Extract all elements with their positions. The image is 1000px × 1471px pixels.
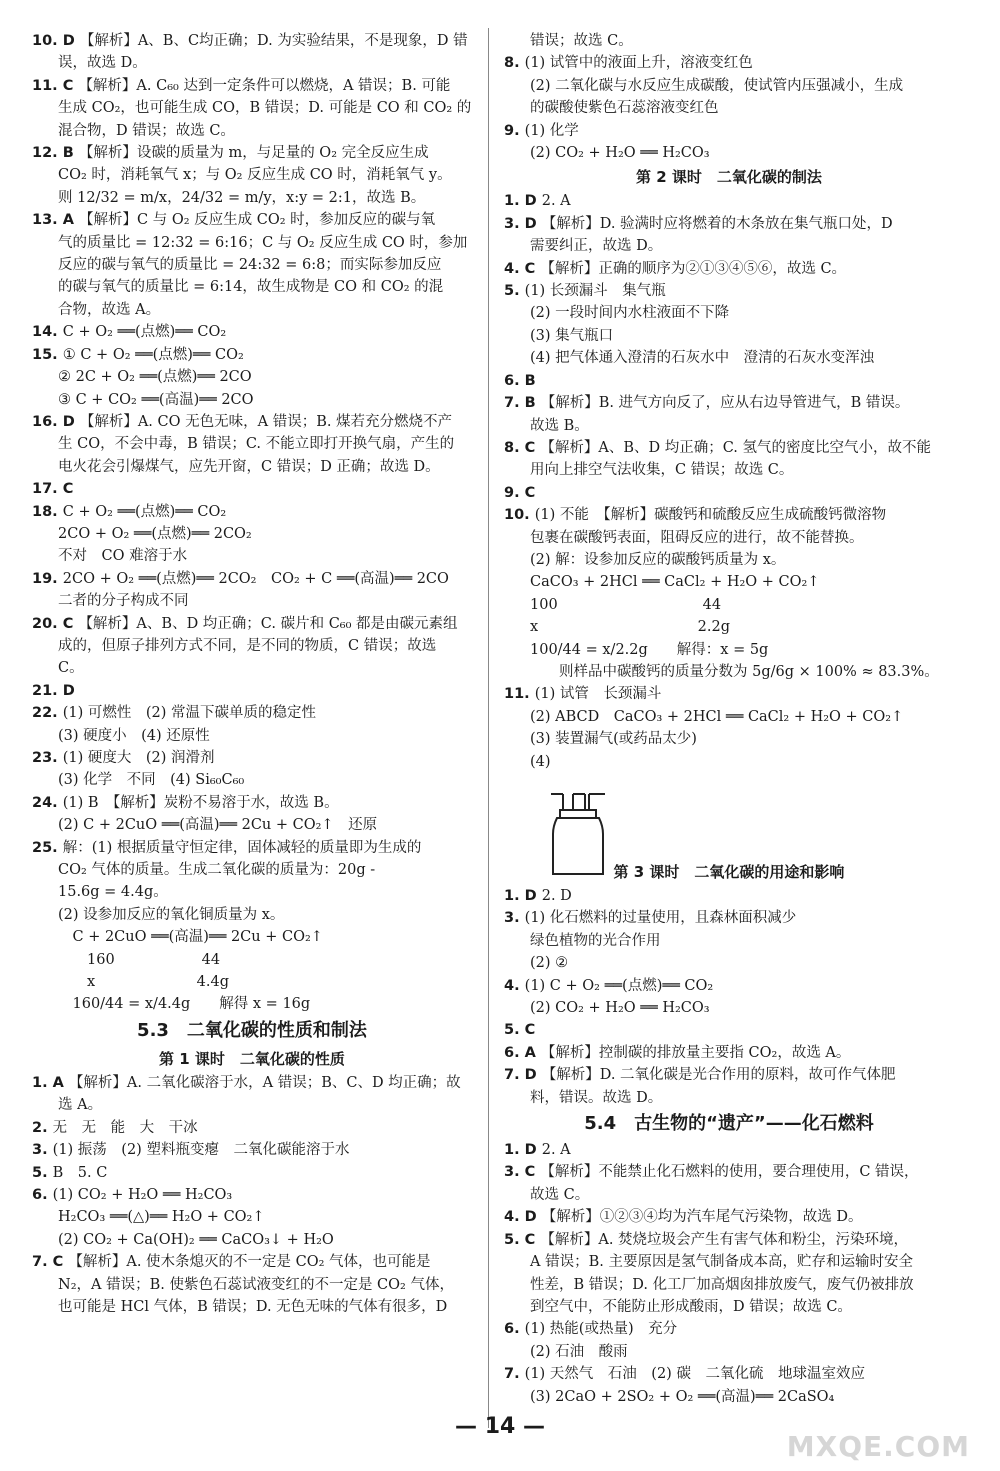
answer-line: [32, 1117, 472, 1139]
question-number: 22.: [32, 705, 63, 722]
answer-line: [504, 549, 954, 571]
answer-line: [32, 725, 472, 747]
question-number: 6. A: [504, 1044, 541, 1061]
answer-text: 气的质量比 = 12:32 = 6:16；C 与 O₂ 反应生成 CO 时，参加: [58, 234, 468, 251]
answer-text: 需要纠正，故选 D。: [530, 238, 663, 255]
question-number: 1. D: [504, 1142, 542, 1159]
answer-line: [504, 1251, 954, 1273]
lesson-heading-3: 第 3 课时 二氧化碳的用途和影响: [613, 863, 845, 881]
answer-text: 电火花会引爆煤气，应先开窗，C 错误；D 正确；故选 D。: [58, 458, 440, 475]
right-column: [504, 30, 954, 1408]
site-watermark: MXQE.COM: [786, 1430, 970, 1463]
answer-line: [504, 1386, 954, 1408]
answer-line: [32, 904, 472, 926]
answer-line: [32, 590, 472, 612]
answer-text: 料，错误。故选 D。: [530, 1089, 663, 1106]
question-number: 5. C: [504, 1231, 541, 1248]
answer-line: [504, 325, 954, 347]
answer-text: (1) C + O₂ ══(点燃)══ CO₂: [524, 977, 714, 994]
answer-line: [504, 1161, 954, 1183]
answer-text: 【解析】A、B、D 均正确；C. 氢气的密度比空气小，故不能: [540, 439, 931, 456]
answer-line: [32, 657, 472, 679]
answer-line: [32, 949, 472, 971]
answer-line: [32, 1139, 472, 1161]
answer-line: [32, 164, 472, 186]
answer-line: [32, 523, 472, 545]
answer-line: [32, 635, 472, 657]
answer-text: ① C + O₂ ══(点燃)══ CO₂: [62, 346, 244, 363]
answer-text: 则样品中碳酸钙的质量分数为 5g/6g × 100% ≈ 83.3%。: [530, 663, 939, 680]
answer-text: 2. A: [541, 193, 571, 210]
answer-text: C + O₂ ══(点燃)══ CO₂: [62, 324, 227, 341]
answer-text: (4) 把气体通入澄清的石灰水中 澄清的石灰水变浑浊: [530, 350, 875, 367]
answer-line: [504, 213, 954, 235]
answer-line: [504, 1341, 954, 1363]
answer-line: [32, 993, 472, 1015]
answer-text: (2) 一段时间内水柱液面不下降: [530, 305, 730, 322]
answer-text: 解：(1) 根据质量守恒定律，固体减轻的质量即为生成的: [62, 839, 422, 856]
answer-line: [504, 1019, 954, 1041]
question-number: 4.: [504, 977, 525, 994]
answer-line: [32, 389, 472, 411]
answer-text: (4): [530, 753, 551, 770]
answer-line: [32, 276, 472, 298]
answer-text: 【解析】正确的顺序为②①③④⑤⑥，故选 C。: [540, 260, 847, 277]
gas-bottle-diagram: [545, 790, 615, 880]
answer-text: 100 44: [530, 596, 722, 613]
answer-text: (2) 石油 酸雨: [530, 1343, 628, 1360]
answer-text: (2) CO₂ + H₂O ══ H₂CO₃: [530, 145, 710, 162]
question-number: 19.: [32, 570, 63, 587]
answer-text: 160/44 = x/4.4g 解得 x = 16g: [58, 996, 311, 1013]
answer-text: CO₂ 时，消耗氧气 x；与 O₂ 反应生成 CO 时，消耗氧气 y。: [58, 167, 452, 184]
answer-text: 【解析】①②③④均为汽车尾气污染物，故选 D。: [541, 1209, 863, 1226]
answer-text: (2) C + 2CuO ══(高温)══ 2Cu + CO₂↑ 还原: [58, 817, 378, 834]
answer-line: [504, 907, 954, 929]
answer-text: 包裹在碳酸钙表面，阻碍反应的进行，故不能替换。: [530, 529, 864, 546]
question-number: 5.: [32, 1164, 53, 1181]
answer-text: 绿色植物的光合作用: [530, 932, 661, 949]
answer-line: [32, 545, 472, 567]
answer-text: 合物，故选 A。: [58, 301, 161, 318]
answer-line: [32, 232, 472, 254]
column-divider: [488, 28, 489, 1428]
answer-line: [504, 930, 954, 952]
answer-line: [32, 837, 472, 859]
answer-text: 【解析】A. C₆₀ 达到一定条件可以燃烧，A 错误；B. 可能: [78, 77, 451, 94]
question-number: 3. C: [504, 1164, 541, 1181]
answer-line: [32, 1162, 472, 1184]
answer-line: [504, 706, 954, 728]
answer-text: 【解析】D. 验满时应将燃着的木条放在集气瓶口处，D: [541, 215, 893, 232]
question-number: 1. D: [504, 193, 542, 210]
answer-text: 成的，但原子排列方式不同，是不同的物质，C 错误；故选: [58, 637, 437, 654]
answer-line: [32, 344, 472, 366]
answer-line: [504, 1229, 954, 1251]
answer-text: (3) 硬度小 (4) 还原性: [58, 727, 210, 744]
question-number: 15.: [32, 346, 63, 363]
answer-text: 15.6g = 4.4g。: [58, 884, 168, 901]
answer-line: [504, 235, 954, 257]
question-number: 20. C: [32, 615, 79, 632]
answer-line: [504, 1042, 954, 1064]
question-number: 25.: [32, 839, 63, 856]
question-number: 9.: [504, 122, 525, 139]
answer-line: [504, 997, 954, 1019]
answer-text: (1) 振荡 (2) 塑料瓶变瘪 二氧化碳能溶于水: [52, 1142, 350, 1159]
answer-text: 【解析】A. CO 无色无味，A 错误；B. 煤若充分燃烧不产: [79, 413, 453, 430]
answer-text: 到空气中，不能防止形成酸雨，D 错误；故选 C。: [530, 1298, 852, 1315]
question-number: 7. B: [504, 395, 541, 412]
question-number: 11.: [504, 686, 535, 703]
answer-text: 无 无 能 大 干冰: [52, 1119, 198, 1136]
answer-text: 生 CO，不会中毒，B 错误；C. 不能立即打开换气扇，产生的: [58, 436, 455, 453]
answer-line: [504, 190, 954, 212]
question-number: 1. A: [32, 1074, 69, 1091]
answer-text: (1) 试管 长颈漏斗: [534, 686, 662, 703]
answer-text: (2) CO₂ + Ca(OH)₂ ══ CaCO₃↓ + H₂O: [58, 1231, 334, 1248]
answer-text: 故选 C。: [530, 1186, 590, 1203]
answer-text: 【解析】设碳的质量为 m，与足量的 O₂ 完全反应生成: [78, 145, 429, 162]
answer-text: 性差，B 错误；D. 化工厂加高烟囱排放废气，废气仍被排放: [530, 1276, 914, 1293]
question-number: 5.: [504, 283, 525, 300]
answer-line: [504, 639, 954, 661]
answer-text: 不对 CO 难溶于水: [58, 548, 188, 565]
answer-line: [504, 1139, 954, 1161]
answer-line: [32, 1094, 472, 1116]
question-number: 8.: [504, 55, 525, 72]
answer-line: [32, 881, 472, 903]
answer-text: 【解析】A. 焚烧垃圾会产生有害气体和粉尘，污染环境，: [540, 1231, 909, 1248]
question-number: 16. D: [32, 413, 80, 430]
answer-line: [504, 661, 954, 683]
answer-line: [504, 52, 954, 74]
answer-text: (2) CO₂ + H₂O ══ H₂CO₃: [530, 1000, 710, 1017]
answer-line: [504, 280, 954, 302]
answer-line: [504, 482, 954, 504]
answer-line: [504, 347, 954, 369]
answer-line: [504, 527, 954, 549]
question-number: 12. B: [32, 145, 79, 162]
answer-text: 【解析】C 与 O₂ 反应生成 CO₂ 时，参加反应的碳与氧: [79, 212, 436, 229]
answer-text: H₂CO₃ ══(△)══ H₂O + CO₂↑: [58, 1209, 265, 1226]
question-number: 14.: [32, 324, 63, 341]
answer-line: [32, 568, 472, 590]
answer-text: 的碳与氧气的质量比 = 6:14，故生成物是 CO 和 CO₂ 的混: [58, 279, 444, 296]
answer-text: (3) 集气瓶口: [530, 327, 614, 344]
answer-text: (3) 装置漏气(或药品太少): [530, 731, 697, 748]
answer-line: [504, 975, 954, 997]
answer-line: [504, 1296, 954, 1318]
answer-line: [504, 885, 954, 907]
answer-line: [504, 120, 954, 142]
question-number: 24.: [32, 794, 63, 811]
answer-line: [504, 1274, 954, 1296]
answer-block-right-d: [504, 1139, 954, 1408]
answer-line: [504, 97, 954, 119]
answer-line: [32, 1229, 472, 1251]
answer-block-left-a: [32, 30, 472, 1016]
section-heading-5-3: 5.3 二氧化碳的性质和制法: [137, 1019, 367, 1041]
answer-line: [32, 1274, 472, 1296]
question-number: 6.: [32, 1186, 53, 1203]
answer-text: (1) 试管中的液面上升，溶液变红色: [524, 55, 753, 72]
answer-line: [32, 209, 472, 231]
answer-line: [504, 459, 954, 481]
answer-line: [504, 683, 954, 705]
question-number: 13. A: [32, 212, 80, 229]
answer-line: [504, 258, 954, 280]
answer-text: 160 44: [58, 951, 221, 968]
answer-text: (1) 硬度大 (2) 润滑剂: [62, 750, 215, 766]
answer-line: [32, 321, 472, 343]
question-number: 3. D: [504, 215, 542, 232]
answer-line: [504, 616, 954, 638]
answer-text: 【解析】A、B、D 均正确；C. 碳片和 C₆₀ 都是由碳元素组: [78, 615, 458, 632]
answer-line: [32, 1206, 472, 1228]
answer-line: [32, 1184, 472, 1206]
answer-line: [504, 75, 954, 97]
section-heading-5-4: 5.4 古生物的“遗产”——化石燃料: [584, 1113, 874, 1135]
answer-text: (1) 热能(或热量) 充分: [524, 1321, 678, 1338]
question-number: 17. C: [32, 481, 74, 498]
answer-line: [32, 769, 472, 791]
answer-line: [504, 1087, 954, 1109]
answer-line: [32, 926, 472, 948]
answer-text: (2) 设参加反应的氧化铜质量为 x。: [58, 906, 285, 923]
answer-text: 故选 B。: [530, 417, 589, 434]
lesson-heading-1: 第 1 课时 二氧化碳的性质: [159, 1049, 345, 1068]
answer-line: [32, 254, 472, 276]
answer-line: [32, 1251, 472, 1273]
answer-line: [32, 411, 472, 433]
answer-line: [504, 415, 954, 437]
question-number: 21. D: [32, 682, 75, 699]
question-number: 7. D: [504, 1067, 542, 1084]
question-number: 5. C: [504, 1022, 536, 1039]
answer-text: 生成 CO₂，也可能生成 CO，B 错误；D. 可能是 CO 和 CO₂ 的: [58, 100, 472, 117]
answer-line: [32, 613, 472, 635]
answer-text: 的碳酸使紫色石蕊溶液变红色: [530, 100, 719, 117]
question-number: 6.: [504, 1321, 525, 1338]
answer-text: C。: [58, 660, 84, 677]
answer-block-right-b: [504, 190, 954, 773]
question-number: 9. C: [504, 484, 536, 501]
answer-text: 【解析】D. 二氧化碳是光合作用的原料，故可作气体肥: [541, 1067, 896, 1084]
answer-line: [32, 478, 472, 500]
lesson-heading-2: 第 2 课时 二氧化碳的制法: [636, 168, 822, 187]
answer-line: [32, 1296, 472, 1318]
answer-text: x 2.2g: [530, 619, 731, 636]
answer-line: [32, 814, 472, 836]
answer-line: [32, 747, 472, 769]
answer-text: 【解析】A. 使木条熄灭的不一定是 CO₂ 气体，也可能是: [68, 1254, 431, 1271]
answer-line: [504, 1363, 954, 1385]
answer-text: (2) ABCD CaCO₃ + 2HCl ══ CaCl₂ + H₂O + CO₂↑: [530, 708, 904, 725]
answer-text: 【解析】A、B、C均正确；D. 为实验结果，不是现象，D 错: [79, 33, 468, 49]
answer-block-right-c: [504, 885, 954, 1109]
answer-line: [32, 187, 472, 209]
answer-line: [32, 142, 472, 164]
answer-text: 【解析】控制碳的排放量主要指 CO₂，故选 A。: [540, 1044, 851, 1061]
answer-text: (1) 不能 【解析】碳酸钙和硫酸反应生成硫酸钙微溶物: [534, 507, 887, 524]
answer-line: [32, 30, 472, 52]
answer-text: 【解析】B. 进气方向反了，应从右边导管进气，B 错误。: [540, 395, 910, 412]
answer-text: 2. D: [541, 888, 572, 904]
answer-text: (1) 可燃性 (2) 常温下碳单质的稳定性: [62, 705, 317, 722]
question-number: 3.: [504, 910, 525, 927]
answer-line: [32, 859, 472, 881]
left-column: [32, 30, 472, 1318]
answer-text: ③ C + CO₂ ══(高温)══ 2CO: [58, 391, 254, 408]
answer-line: [504, 728, 954, 750]
answer-text: 【解析】不能禁止化石燃料的使用，要合理使用，C 错误，: [540, 1164, 919, 1181]
answer-text: (3) 化学 不同 (4) Si₆₀C₆₀: [58, 772, 245, 789]
answer-text: (1) B 【解析】炭粉不易溶于水，故选 B。: [62, 794, 339, 811]
answer-text: 二者的分子构成不同: [58, 593, 189, 610]
answer-text: x 4.4g: [58, 974, 230, 991]
answer-line: [504, 504, 954, 526]
answer-text: ② 2C + O₂ ══(点燃)══ 2CO: [58, 369, 252, 386]
answer-line: [32, 971, 472, 993]
answer-line: [504, 30, 954, 52]
answer-text: 也可能是 HCl 气体，B 错误；D. 无色无味的气体有很多，D: [58, 1298, 448, 1315]
question-number: 7. C: [32, 1254, 69, 1271]
question-number: 4. D: [504, 1209, 542, 1226]
answer-line: [32, 456, 472, 478]
question-number: 6. B: [504, 372, 536, 389]
answer-text: 2. A: [541, 1142, 571, 1159]
answer-line: [504, 1206, 954, 1228]
answer-text: N₂，A 错误；B. 使紫色石蕊试液变红的不一定是 CO₂ 气体，: [58, 1276, 454, 1293]
answer-text: (2) ②: [530, 955, 569, 972]
answer-text: 100/44 = x/2.2g 解得：x = 5g: [530, 641, 769, 658]
answer-text: (2) 解：设参加反应的碳酸钙质量为 x。: [530, 551, 786, 568]
answer-text: 用向上排空气法收集，C 错误；故选 C。: [530, 462, 794, 479]
answer-line: [504, 142, 954, 164]
answer-text: 混合物，D 错误；故选 C。: [58, 122, 235, 139]
answer-block-left-b: [32, 1072, 472, 1318]
answer-text: 误，故选 D。: [58, 55, 147, 72]
answer-line: [504, 952, 954, 974]
answer-text: 2CO + O₂ ══(点燃)══ 2CO₂ CO₂ + C ══(高温)══ 2CO: [62, 570, 449, 587]
answer-line: [32, 366, 472, 388]
answer-line: [32, 299, 472, 321]
answer-text: 【解析】A. 二氧化碳溶于水，A 错误；B、C、D 均正确；故: [68, 1074, 461, 1091]
answer-text: (1) CO₂ + H₂O ══ H₂CO₃: [52, 1186, 233, 1203]
answer-line: [504, 751, 954, 773]
page-number: — 14 —: [455, 1414, 545, 1439]
answer-line: [504, 370, 954, 392]
question-number: 2.: [32, 1119, 53, 1136]
question-number: 10. D: [32, 33, 80, 49]
answer-text: (1) 化石燃料的过量使用，且森林面积减少: [524, 910, 797, 927]
question-number: 23.: [32, 750, 63, 766]
answer-line: [32, 97, 472, 119]
answer-text: (1) 化学: [524, 122, 579, 139]
answer-line: [504, 594, 954, 616]
answer-text: C + 2CuO ══(高温)══ 2Cu + CO₂↑: [58, 929, 323, 946]
answer-line: [504, 437, 954, 459]
question-number: 10.: [504, 507, 535, 524]
answer-line: [32, 702, 472, 724]
answer-block-right-a: [504, 30, 954, 164]
answer-line: [32, 1072, 472, 1094]
answer-line: [32, 75, 472, 97]
answer-text: A 错误；B. 主要原因是氢气制备成本高，贮存和运输时安全: [530, 1254, 913, 1271]
answer-line: [32, 120, 472, 142]
answer-line: [32, 501, 472, 523]
answer-text: 错误；故选 C。: [530, 33, 633, 49]
answer-text: (1) 天然气 石油 (2) 碳 二氧化硫 地球温室效应: [524, 1366, 865, 1383]
answer-text: 2CO + O₂ ══(点燃)══ 2CO₂: [58, 525, 252, 542]
answer-line: [32, 680, 472, 702]
answer-line: [32, 433, 472, 455]
answer-text: (1) 长颈漏斗 集气瓶: [524, 283, 666, 300]
answer-line: [504, 571, 954, 593]
answer-line: [504, 1064, 954, 1086]
question-number: 4. C: [504, 260, 541, 277]
question-number: 11. C: [32, 77, 79, 94]
answer-text: (3) 2CaO + 2SO₂ + O₂ ══(高温)══ 2CaSO₄: [530, 1388, 835, 1405]
answer-text: 反应的碳与氧气的质量比 = 24:32 = 6:8；而实际参加反应: [58, 257, 442, 274]
answer-line: [504, 1318, 954, 1340]
question-number: 18.: [32, 503, 63, 520]
answer-text: CaCO₃ + 2HCl ══ CaCl₂ + H₂O + CO₂↑: [530, 574, 820, 591]
question-number: 7.: [504, 1366, 525, 1383]
answer-text: (2) 二氧化碳与水反应生成碳酸，使试管内压强减小，生成: [530, 77, 904, 94]
question-number: 8. C: [504, 439, 541, 456]
answer-text: CO₂ 气体的质量。生成二氧化碳的质量为：20g -: [58, 862, 376, 879]
answer-line: [504, 302, 954, 324]
answer-line: [504, 392, 954, 414]
answer-line: [32, 792, 472, 814]
answer-text: B 5. C: [52, 1164, 108, 1181]
answer-text: 选 A。: [58, 1097, 103, 1114]
answer-line: [32, 52, 472, 74]
answer-text: C + O₂ ══(点燃)══ CO₂: [62, 503, 227, 520]
question-number: 3.: [32, 1142, 53, 1159]
answer-text: 则 12/32 = m/x，24/32 = m/y，x:y = 2:1，故选 B。: [58, 189, 426, 206]
answer-line: [504, 1184, 954, 1206]
question-number: 1. D: [504, 888, 542, 904]
